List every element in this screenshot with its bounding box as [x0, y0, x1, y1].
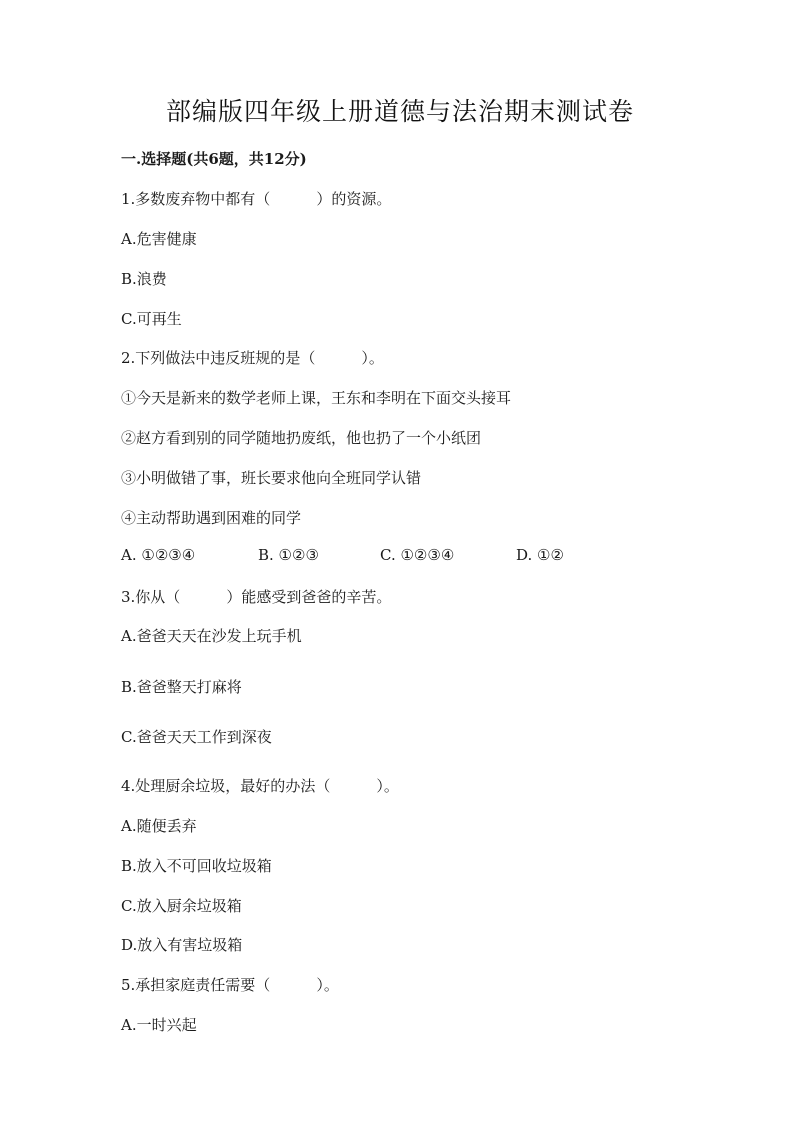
question-2-stem-after: ）。 — [361, 349, 384, 367]
question-1-stem-before: 1.多数废弃物中都有（ — [121, 190, 271, 208]
question-5-stem-before: 5.承担家庭责任需要（ — [121, 976, 271, 994]
question-3-option-c: C.爸爸天天工作到深夜 — [121, 728, 272, 746]
question-4-option-c: C.放入厨余垃圾箱 — [121, 897, 242, 915]
question-4-stem-after: ）。 — [376, 777, 399, 795]
section-heading: 一.选择题(共6题，共12分) — [121, 150, 307, 168]
question-5-option-a: A.一时兴起 — [121, 1016, 197, 1034]
question-2-option-d: D. ①② — [516, 546, 564, 564]
question-4-stem-before: 4.处理厨余垃圾，最好的办法（ — [121, 777, 331, 795]
question-2-option-a: A. ①②③④ — [121, 546, 196, 564]
question-5-stem — [121, 974, 339, 995]
question-4-stem — [121, 775, 399, 796]
question-2-statement-4: ④主动帮助遇到困难的同学 — [121, 509, 302, 527]
question-2-option-b: B. ①②③ — [258, 546, 319, 564]
question-3-option-a: A.爸爸天天在沙发上玩手机 — [121, 627, 302, 645]
question-3-option-b: B.爸爸整天打麻将 — [121, 678, 242, 696]
question-2-statement-2: ②赵方看到别的同学随地扔废纸，他也扔了一个小纸团 — [121, 429, 482, 447]
question-2-statement-3: ③小明做错了事，班长要求他向全班同学认错 — [121, 469, 422, 487]
question-2-statement-1: ①今天是新来的数学老师上课，王东和李明在下面交头接耳 — [121, 389, 512, 407]
question-4-option-b: B.放入不可回收垃圾箱 — [121, 857, 272, 875]
question-4-option-d: D.放入有害垃圾箱 — [121, 936, 243, 954]
question-1-option-c: C.可再生 — [121, 310, 182, 328]
question-3-stem — [121, 586, 391, 607]
question-3-stem-after: ）能感受到爸爸的辛苦。 — [226, 588, 392, 606]
question-2-option-c: C. ①②③④ — [380, 546, 455, 564]
question-2-stem-before: 2.下列做法中违反班规的是（ — [121, 349, 316, 367]
question-1-stem-after: ）的资源。 — [316, 190, 392, 208]
question-1-option-b: B.浪费 — [121, 270, 167, 288]
question-1-option-a: A.危害健康 — [121, 230, 197, 248]
question-3-stem-before: 3.你从（ — [121, 588, 181, 606]
question-1-stem — [121, 188, 391, 209]
question-2-stem — [121, 347, 384, 368]
page-title: 部编版四年级上册道德与法治期末测试卷 — [165, 97, 634, 126]
question-4-option-a: A.随便丢弃 — [121, 817, 197, 835]
question-5-stem-after: ）。 — [316, 976, 339, 994]
